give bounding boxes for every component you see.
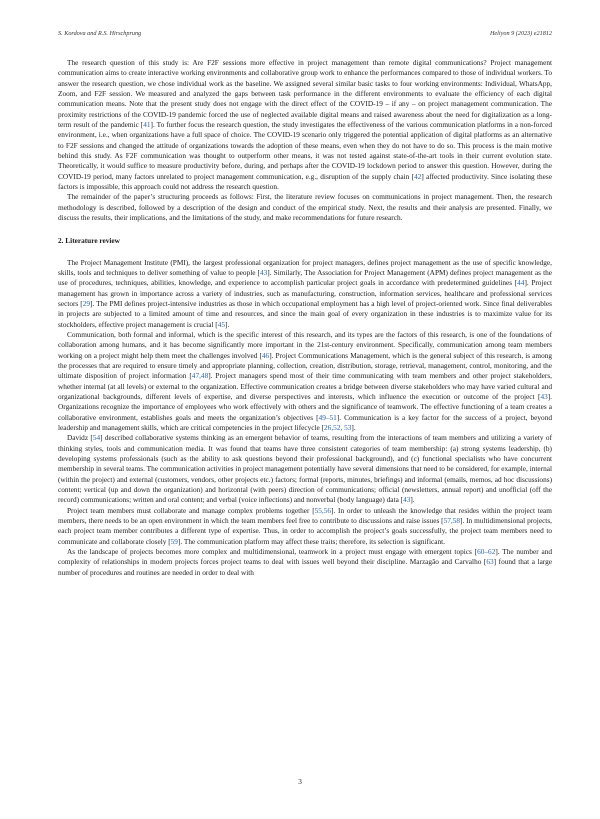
citation-link[interactable]: 54 — [92, 433, 101, 443]
citation-link[interactable]: 55,56 — [314, 505, 332, 515]
citation-link[interactable]: 60–62 — [477, 547, 496, 557]
paragraph-text: ]. Project management has grown in importance across a variety of industries, such as manufacturing, construction, information services, healthcare and professional services sectors [ — [58, 278, 552, 308]
paragraph-text: ]. Project managers spend most of their time communicating with team members and other project stakeholders, whether internal (at all levels) or external to the organization. Effective communication creates a bridge between diverse stakeholders who may have varied cultural and organizational backgrounds, different levels of expertise, and diverse perspectives and interests, which influence the execution or outcome of the project [ — [58, 371, 552, 401]
citation-link[interactable]: 42 — [414, 171, 422, 181]
literature-paragraph — [58, 433, 552, 505]
citation-link[interactable]: 43 — [403, 495, 411, 505]
paragraph-text: The Project Management Institute (PMI), the largest professional organization for project managers, defines project management as the use of specific knowledge, skills, tools and techniques to deliver something of value to people [ — [58, 257, 552, 277]
paragraph-text: ]. — [225, 319, 230, 329]
citation-link[interactable]: 26,52, 53 — [324, 423, 352, 432]
paragraph-text: ]. — [351, 423, 356, 432]
paragraph-text: ] described collaborative systems thinking as an emergent behavior of teams, resulting from the interactions of team members and utilizing a variety of thinking styles, tools and communication media. It was found that teams have three consistent categories of team membership: (a) strong systems leadership, (b) developing systems professionals (such as the ability to ask questions beyond their professional background), and (c) functional specialists who have concurrent membership in several teams. The communication activities in project management potentially have several dimensions that need to be considered, for example, internal (within the project) and external (customers, vendors, other projects etc.) factors; formal (reports, minutes, briefings) and informal (emails, memos, ad hoc discussions) content; vertical (up and down the organization) and horizontal (with peers) direction of communications; official (newsletters, annual report) and unofficial (off the record) communications; written and oral content; and verbal (voice inflections) and nonverbal (body language) data [ — [58, 433, 552, 505]
citation-link[interactable]: 46 — [261, 350, 270, 360]
citation-link[interactable]: 49–51 — [318, 412, 337, 422]
paragraph-text: ]. The communication platform may affect these traits; therefore, its selection is significant. — [177, 536, 445, 546]
citation-link[interactable]: 41 — [143, 120, 151, 130]
literature-paragraph — [58, 330, 552, 433]
paragraph-text: ]. The number and complexity of relationships in modern projects forces project teams to deal with issues well beyond their discipline. Marzagão and Carvalho [ — [58, 547, 553, 567]
paragraph-text: ] found that a large number of procedures and routines are needed in order to deal with — [58, 557, 552, 577]
running-head-authors: S. Kordova and R.S. Hirschprung — [58, 30, 142, 37]
paragraph-text: ]. — [410, 495, 415, 505]
literature-paragraph — [58, 506, 552, 547]
paragraph-text: ]. Communication is a key factor for the success of a project, beyond leadership and management skills, which are critical competencies in the project lifecycle [ — [58, 412, 552, 432]
paragraph-text: ]. In order to unleash the knowledge that resides within the project team members, there needs to be an open environment in which the team members feel free to contribute to discussions and raise issues [ — [58, 505, 552, 526]
running-head-journal: Heliyon 9 (2023) e21812 — [489, 30, 552, 37]
intro-paragraph — [58, 192, 552, 223]
paragraph-text: ]. To further focus the research question, the study investigates the effectiveness of the various communication platforms in a non-forced environment, i.e., when organizations have a full space of choice. The COVID-19 scenario only triggered the potential application of digital platforms as an alternative to F2F sessions and changed the attitude of organizations towards the adoption of these means, even when they do not have to do so. This process is the main motive behind this study. As F2F communication was thought to outperform other means, it was not tested against state-of-the-art tools in their current evolution state. Theoretically, it would suffice to measure productivity before, during, and perhaps after the COVID-19 lockdown period to answer this question. However, during the COVID-19 period, many factors unrelated to project management communication, e.g., disruption of the supply chain [ — [58, 120, 552, 181]
page-number: 3 — [298, 778, 302, 786]
paragraph-text: Davidz [ — [67, 433, 93, 443]
citation-link[interactable]: 63 — [486, 557, 494, 567]
literature-paragraph — [58, 547, 552, 578]
paragraph-text: ] affected productivity. Since isolating these factors is impossible, this approach could not address the research question. — [58, 171, 552, 192]
citation-link[interactable]: 45 — [217, 319, 226, 329]
paragraph-text: As the landscape of projects becomes more complex and multidimensional, teamwork in a project must engage with emergent topics [ — [67, 547, 478, 557]
literature-paragraph — [58, 258, 552, 330]
citation-link[interactable]: 47,48 — [191, 371, 209, 381]
citation-link[interactable]: 59 — [170, 536, 178, 546]
citation-link[interactable]: 57,58 — [443, 516, 461, 526]
running-head — [58, 30, 552, 42]
page — [58, 30, 552, 578]
paragraph-text: ]. Similarly, The Association for Project Management (APM) defines project management as the use of procedures, techniques, abilities, knowledge, and experience to accomplish particular project goals in accordance with predetermined guidelines [ — [58, 267, 552, 288]
paragraph-text: ]. The PMI defines project-intensive industries as those in which occupational employment has a high level of project-oriented work. Since final deliverables in projects are subjected to a limited amount of time and resources, and since the main goal of every organization in these industries is to maximize value for its stockholders, effective project management is crucial [ — [58, 298, 552, 329]
body-text — [58, 58, 552, 578]
citation-link[interactable]: 29 — [82, 298, 90, 308]
paragraph-text: The remainder of the paper’s structuring proceeds as follows: First, the literature review focuses on communications in project management. Then, the research methodology is described, followed by a description of the design and conduct of the empirical study. Next, the results and their analysis are presented. Finally, we discuss the results, their implications, and the limitations of the study, and make recommendations for future research. — [58, 192, 552, 223]
intro-paragraph — [58, 58, 552, 192]
citation-link[interactable]: 44 — [517, 278, 525, 288]
citation-link[interactable]: 43 — [540, 391, 548, 401]
paragraph-text: ]. Organizations recognize the importance of employees who work effectively with others and the significance of teamwork. The effective functioning of a team creates a collaborative environment, establishes goals and meets the organization’s objectives [ — [58, 391, 552, 422]
paragraph-text: The research question of this study is: Are F2F sessions more effective in project management than remote digital communications? Project management communication aims to create interactive working environments and collaborative group work to enhance the performances compared to those of individual workers. To answer the research question, we chose individual work as the baseline. We assigned several similar basic tasks to four working environments: Individual, WhatsApp, Zoom, and F2F session. We measured and analyzed the gaps between task performance in the different environments to evaluate the efficiency of each digital communication means. Note that the present study does not engage with the direct effect of the COVID-19 – if any – on project management communication. The proximity restrictions of the COVID-19 pandemic forced the use of neglected available digital means and raised awareness about the need for digitalization as a long-term result of the pandemic [ — [58, 58, 552, 130]
paragraph-text: ]. In multidimensional projects, each project team member contributes a different type of expertise. Thus, in order to accomplish the project’s goals successfully, the project team members need to communicate and collaborate closely [ — [58, 516, 552, 546]
paragraph-text: Communication, both formal and informal, which is the specific interest of this research, and its types are the factors of this research, is one of the foundations of collaboration among humans, and it has become significantly more important in the 21st-century environment. Specifically, communication among team members working on a project might help them meet the challenges involved [ — [58, 329, 552, 360]
citation-link[interactable]: 43 — [259, 267, 268, 277]
section-heading: 2. Literature review — [58, 235, 120, 245]
paragraph-text: Project team members must collaborate and manage complex problems together [ — [67, 505, 315, 515]
paragraph-text: ]. Project Communications Management, which is the general subject of this research, is among the processes that are required to ensure timely and appropriate planning, collection, creation, distribution, storage, retrieval, management, control, monitoring, and the ultimate disposition of project information [ — [58, 350, 553, 381]
